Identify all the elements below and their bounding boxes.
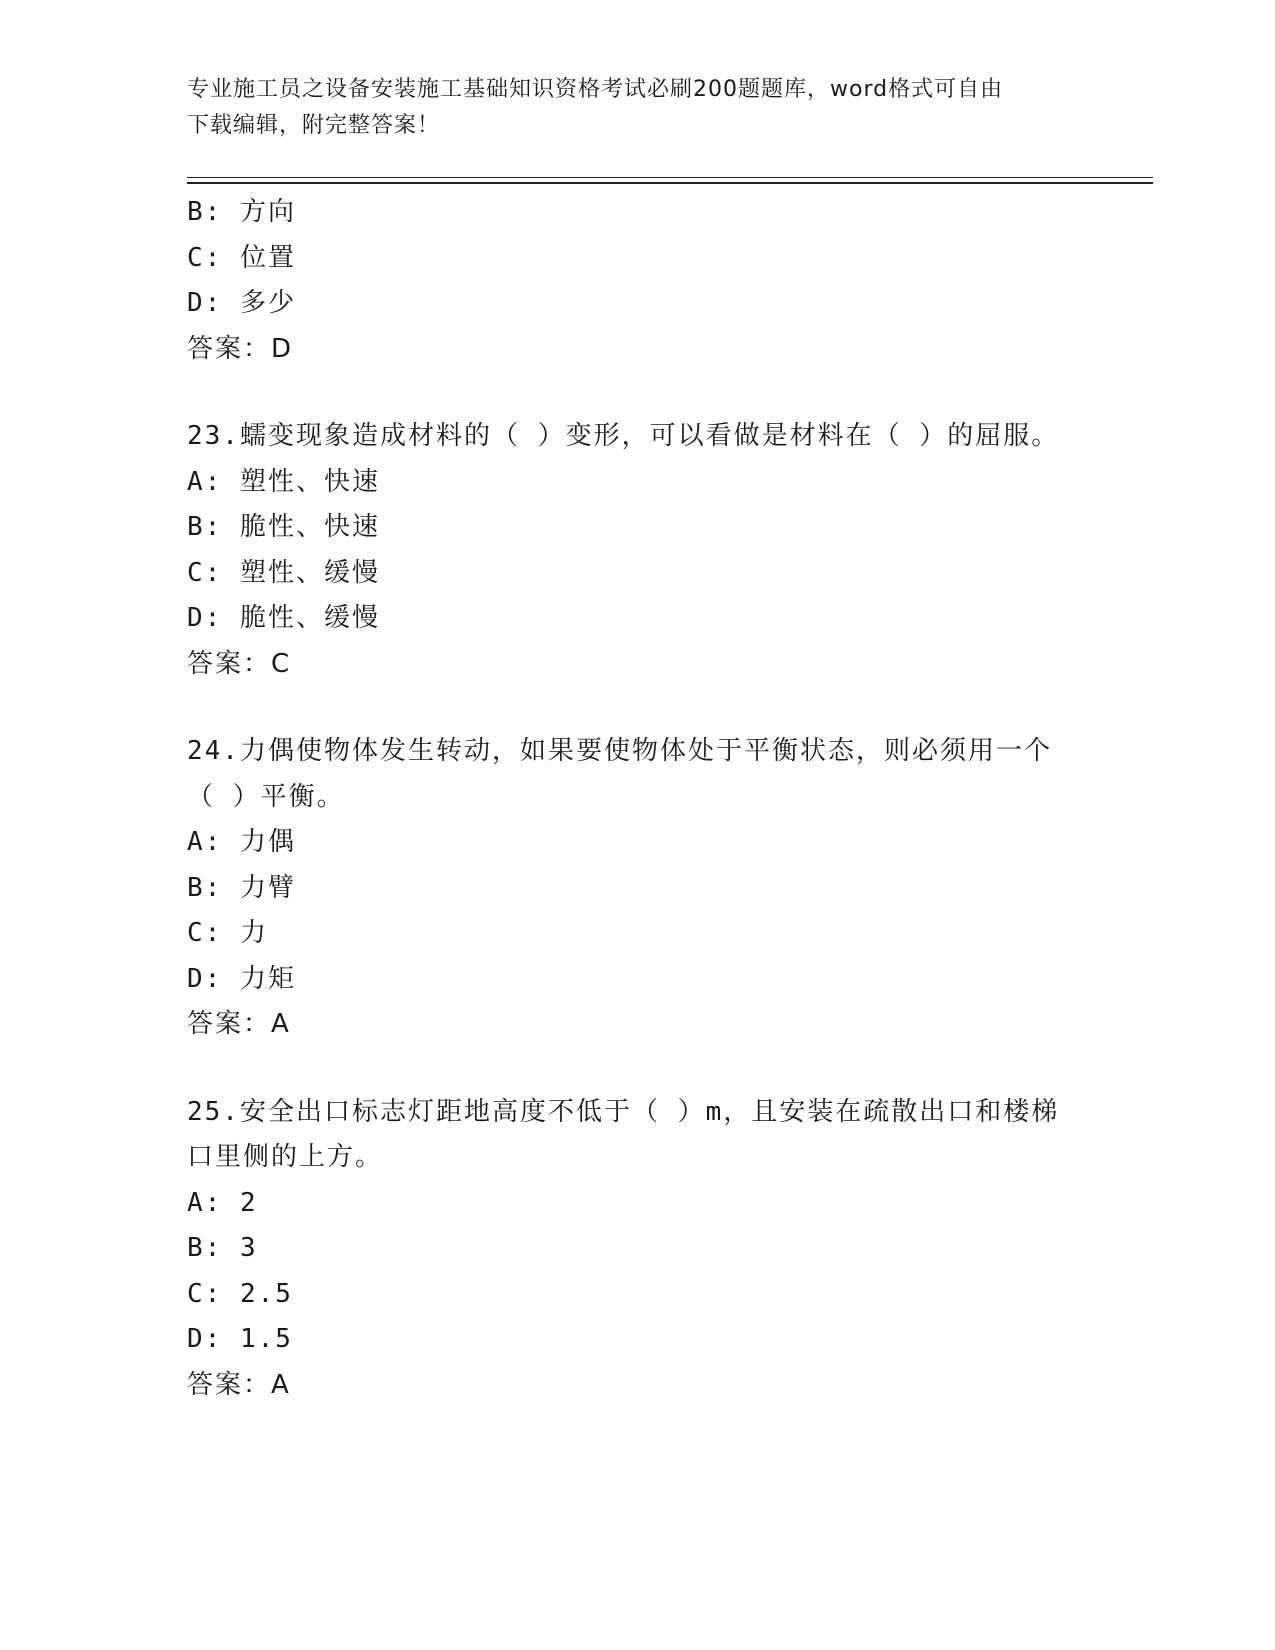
option-a: A: 力偶 [187, 827, 296, 857]
option-d: D: 多少 [187, 288, 296, 318]
option-a: A: 2 [187, 1187, 258, 1218]
answer-text: 答案：D [187, 333, 294, 364]
option-c: C: 位置 [187, 242, 296, 273]
question-22-continued [187, 190, 1087, 372]
question-stem-line-2: 口里侧的上方。 [187, 1142, 384, 1172]
option-b: B: 力臂 [187, 872, 296, 903]
answer-text: 答案：C [187, 648, 292, 679]
header-title-line-2: 下载编辑，附完整答案！ [187, 113, 441, 138]
option-b: B: 3 [187, 1233, 258, 1263]
question-stem: 23.蠕变现象造成材料的（ ）变形，可以看做是材料在（ ）的屈服。 [187, 421, 1060, 451]
option-d: D: 力矩 [187, 963, 296, 994]
question-25 [187, 1090, 1087, 1409]
answer-text: 答案：A [187, 1009, 291, 1039]
option-a: A: 塑性、快速 [187, 466, 380, 497]
option-b: B: 方向 [187, 197, 296, 227]
answer-text: 答案：A [187, 1369, 291, 1400]
header-divider-thick [187, 182, 1153, 184]
question-23 [187, 414, 1087, 687]
option-c: C: 力 [187, 918, 268, 948]
option-c: C: 塑性、缓慢 [187, 557, 380, 588]
option-d: D: 脆性、缓慢 [187, 603, 380, 633]
option-b: B: 脆性、快速 [187, 512, 380, 542]
question-list [187, 190, 1087, 1408]
question-stem-line-2: （ ）平衡。 [187, 781, 345, 812]
question-stem-line-1: 25.安全出口标志灯距地高度不低于（ ）m，且安装在疏散出口和楼梯 [187, 1096, 1060, 1127]
document-header [187, 72, 1087, 144]
header-title-line-1: 专业施工员之设备安装施工基础知识资格考试必刷200题题库，word格式可自由 [187, 77, 1004, 102]
option-d: D: 1.5 [187, 1324, 293, 1354]
question-stem-line-1: 24.力偶使物体发生转动，如果要使物体处于平衡状态，则必须用一个 [187, 736, 1052, 766]
header-divider-thin [187, 177, 1153, 178]
question-24 [187, 729, 1087, 1048]
option-c: C: 2.5 [187, 1278, 293, 1309]
